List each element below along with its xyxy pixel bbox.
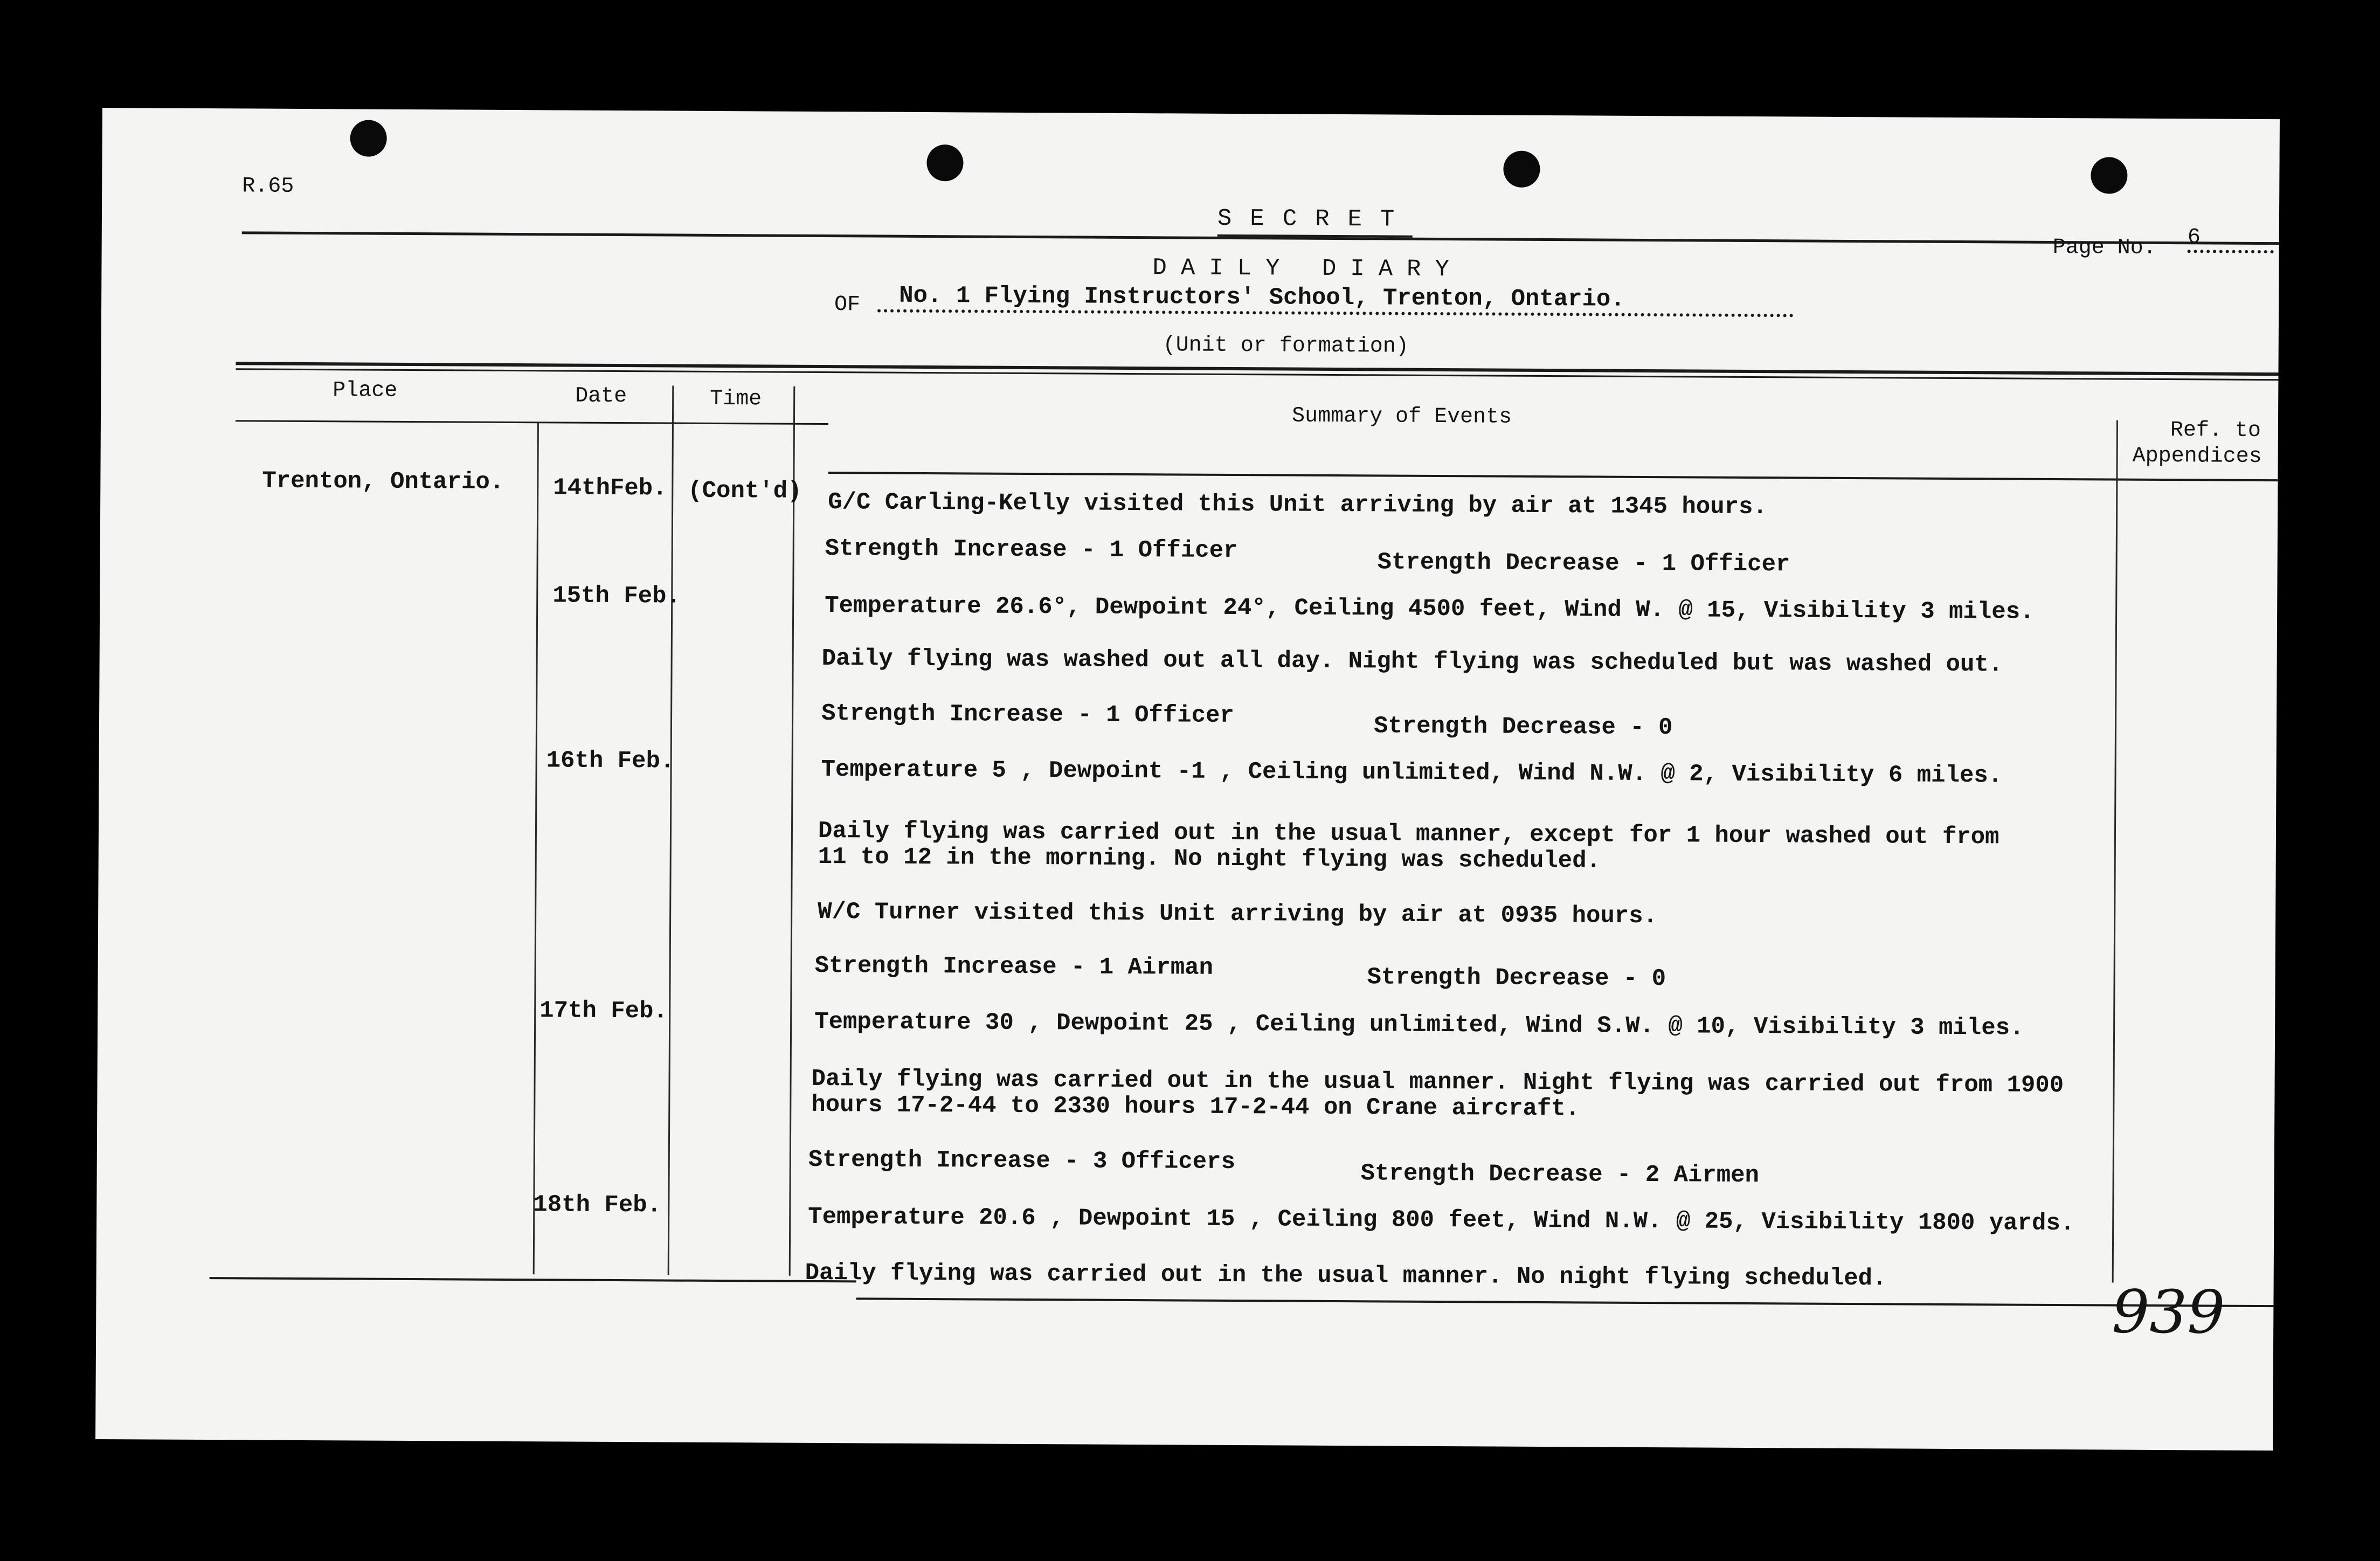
entry-line: Daily flying was carried out in the usual manner, except for 1 hour washed out from [818, 817, 2000, 851]
handwritten-folio-number: 939 [2112, 1277, 2225, 1347]
classification-heading: SECRET [1217, 205, 1413, 238]
entry-line: Daily flying was carried out in the usual manner. Night flying was carried out from 1900 [811, 1065, 2064, 1100]
entry-line: hours 17-2-44 to 2330 hours 17-2-44 on Crane aircraft. [811, 1091, 1580, 1123]
column-header-rule-right [828, 472, 2278, 481]
date-cell: 14thFeb. [553, 474, 667, 502]
entry-line: Temperature 30 , Dewpoint 25 , Ceiling unlimited, Wind S.W. @ 10, Visibility 3 miles. [814, 1008, 2024, 1042]
divider-place-date [533, 423, 539, 1274]
entry-line-right: Strength Decrease - 2 Airmen [1360, 1160, 1760, 1190]
column-header-ref: Ref. to [2170, 418, 2261, 443]
of-label: OF [834, 293, 861, 317]
punch-hole [350, 120, 387, 156]
table-bottom-rule-right [856, 1297, 2273, 1307]
entry-line-right: Strength Decrease - 0 [1373, 713, 1673, 742]
entry-line-right: Strength Decrease - 1 Officer [1377, 549, 1790, 578]
column-header-time: Time [710, 386, 762, 412]
column-header-date: Date [575, 384, 627, 409]
entry-line: Daily flying was washed out all day. Night flying was scheduled but was washed out. [821, 645, 2003, 679]
punch-hole [2091, 157, 2127, 194]
time-cell: (Cont'd) [688, 477, 802, 505]
entry-line: Strength Increase - 3 Officers [808, 1146, 1236, 1176]
date-cell: 18th Feb. [533, 1191, 662, 1219]
entry-line: 11 to 12 in the morning. No night flying was scheduled. [818, 843, 1601, 875]
entry-line: Strength Increase - 1 Officer [821, 700, 1234, 730]
entry-line: Strength Increase - 1 Officer [825, 535, 1238, 565]
entry-line: Strength Increase - 1 Airman [814, 952, 1214, 982]
divider-time-summary [789, 386, 795, 1276]
divider-summary-ref [2112, 420, 2118, 1283]
date-cell: 16th Feb. [546, 747, 675, 775]
form-number: R.65 [242, 174, 294, 199]
punch-hole [1503, 151, 1540, 188]
column-header-appendices: Appendices [2132, 444, 2262, 469]
place-cell: Trenton, Ontario. [262, 467, 504, 496]
diary-page [95, 108, 2280, 1451]
entry-line: Temperature 26.6°, Dewpoint 24°, Ceiling 4500 feet, Wind W. @ 15, Visibility 3 miles. [825, 592, 2035, 626]
date-cell: 15th Feb. [552, 582, 681, 610]
date-cell: 17th Feb. [539, 997, 668, 1025]
page-number: 6 [2188, 225, 2274, 253]
diary-title: DAILY DIARY [1152, 254, 1464, 284]
table-bottom-rule [210, 1277, 856, 1282]
divider-date-time [668, 386, 674, 1275]
column-header-rule [236, 420, 828, 425]
column-header-summary: Summary of Events [1291, 404, 1512, 430]
punch-hole [926, 144, 963, 181]
entry-line: Temperature 20.6 , Dewpoint 15 , Ceiling 800 feet, Wind N.W. @ 25, Visibility 1800 yards. [808, 1203, 2075, 1238]
entry-line-right: Strength Decrease - 0 [1367, 964, 1666, 993]
page-label: Page No. [2052, 235, 2156, 260]
unit-caption: (Unit or formation) [1163, 333, 1409, 359]
column-header-place: Place [333, 378, 398, 403]
entry-line: W/C Turner visited this Unit arriving by air at 0935 hours. [818, 898, 1658, 930]
entry-line: Temperature 5 , Dewpoint -1 , Ceiling unlimited, Wind N.W. @ 2, Visibility 6 miles. [821, 756, 2003, 790]
entry-line: Daily flying was carried out in the usual manner. No night flying scheduled. [805, 1259, 1887, 1293]
entry-line: G/C Carling-Kelly visited this Unit arriving by air at 1345 hours. [828, 489, 1767, 521]
unit-name: No. 1 Flying Instructors' School, Trenton, Ontario. [877, 282, 1794, 317]
